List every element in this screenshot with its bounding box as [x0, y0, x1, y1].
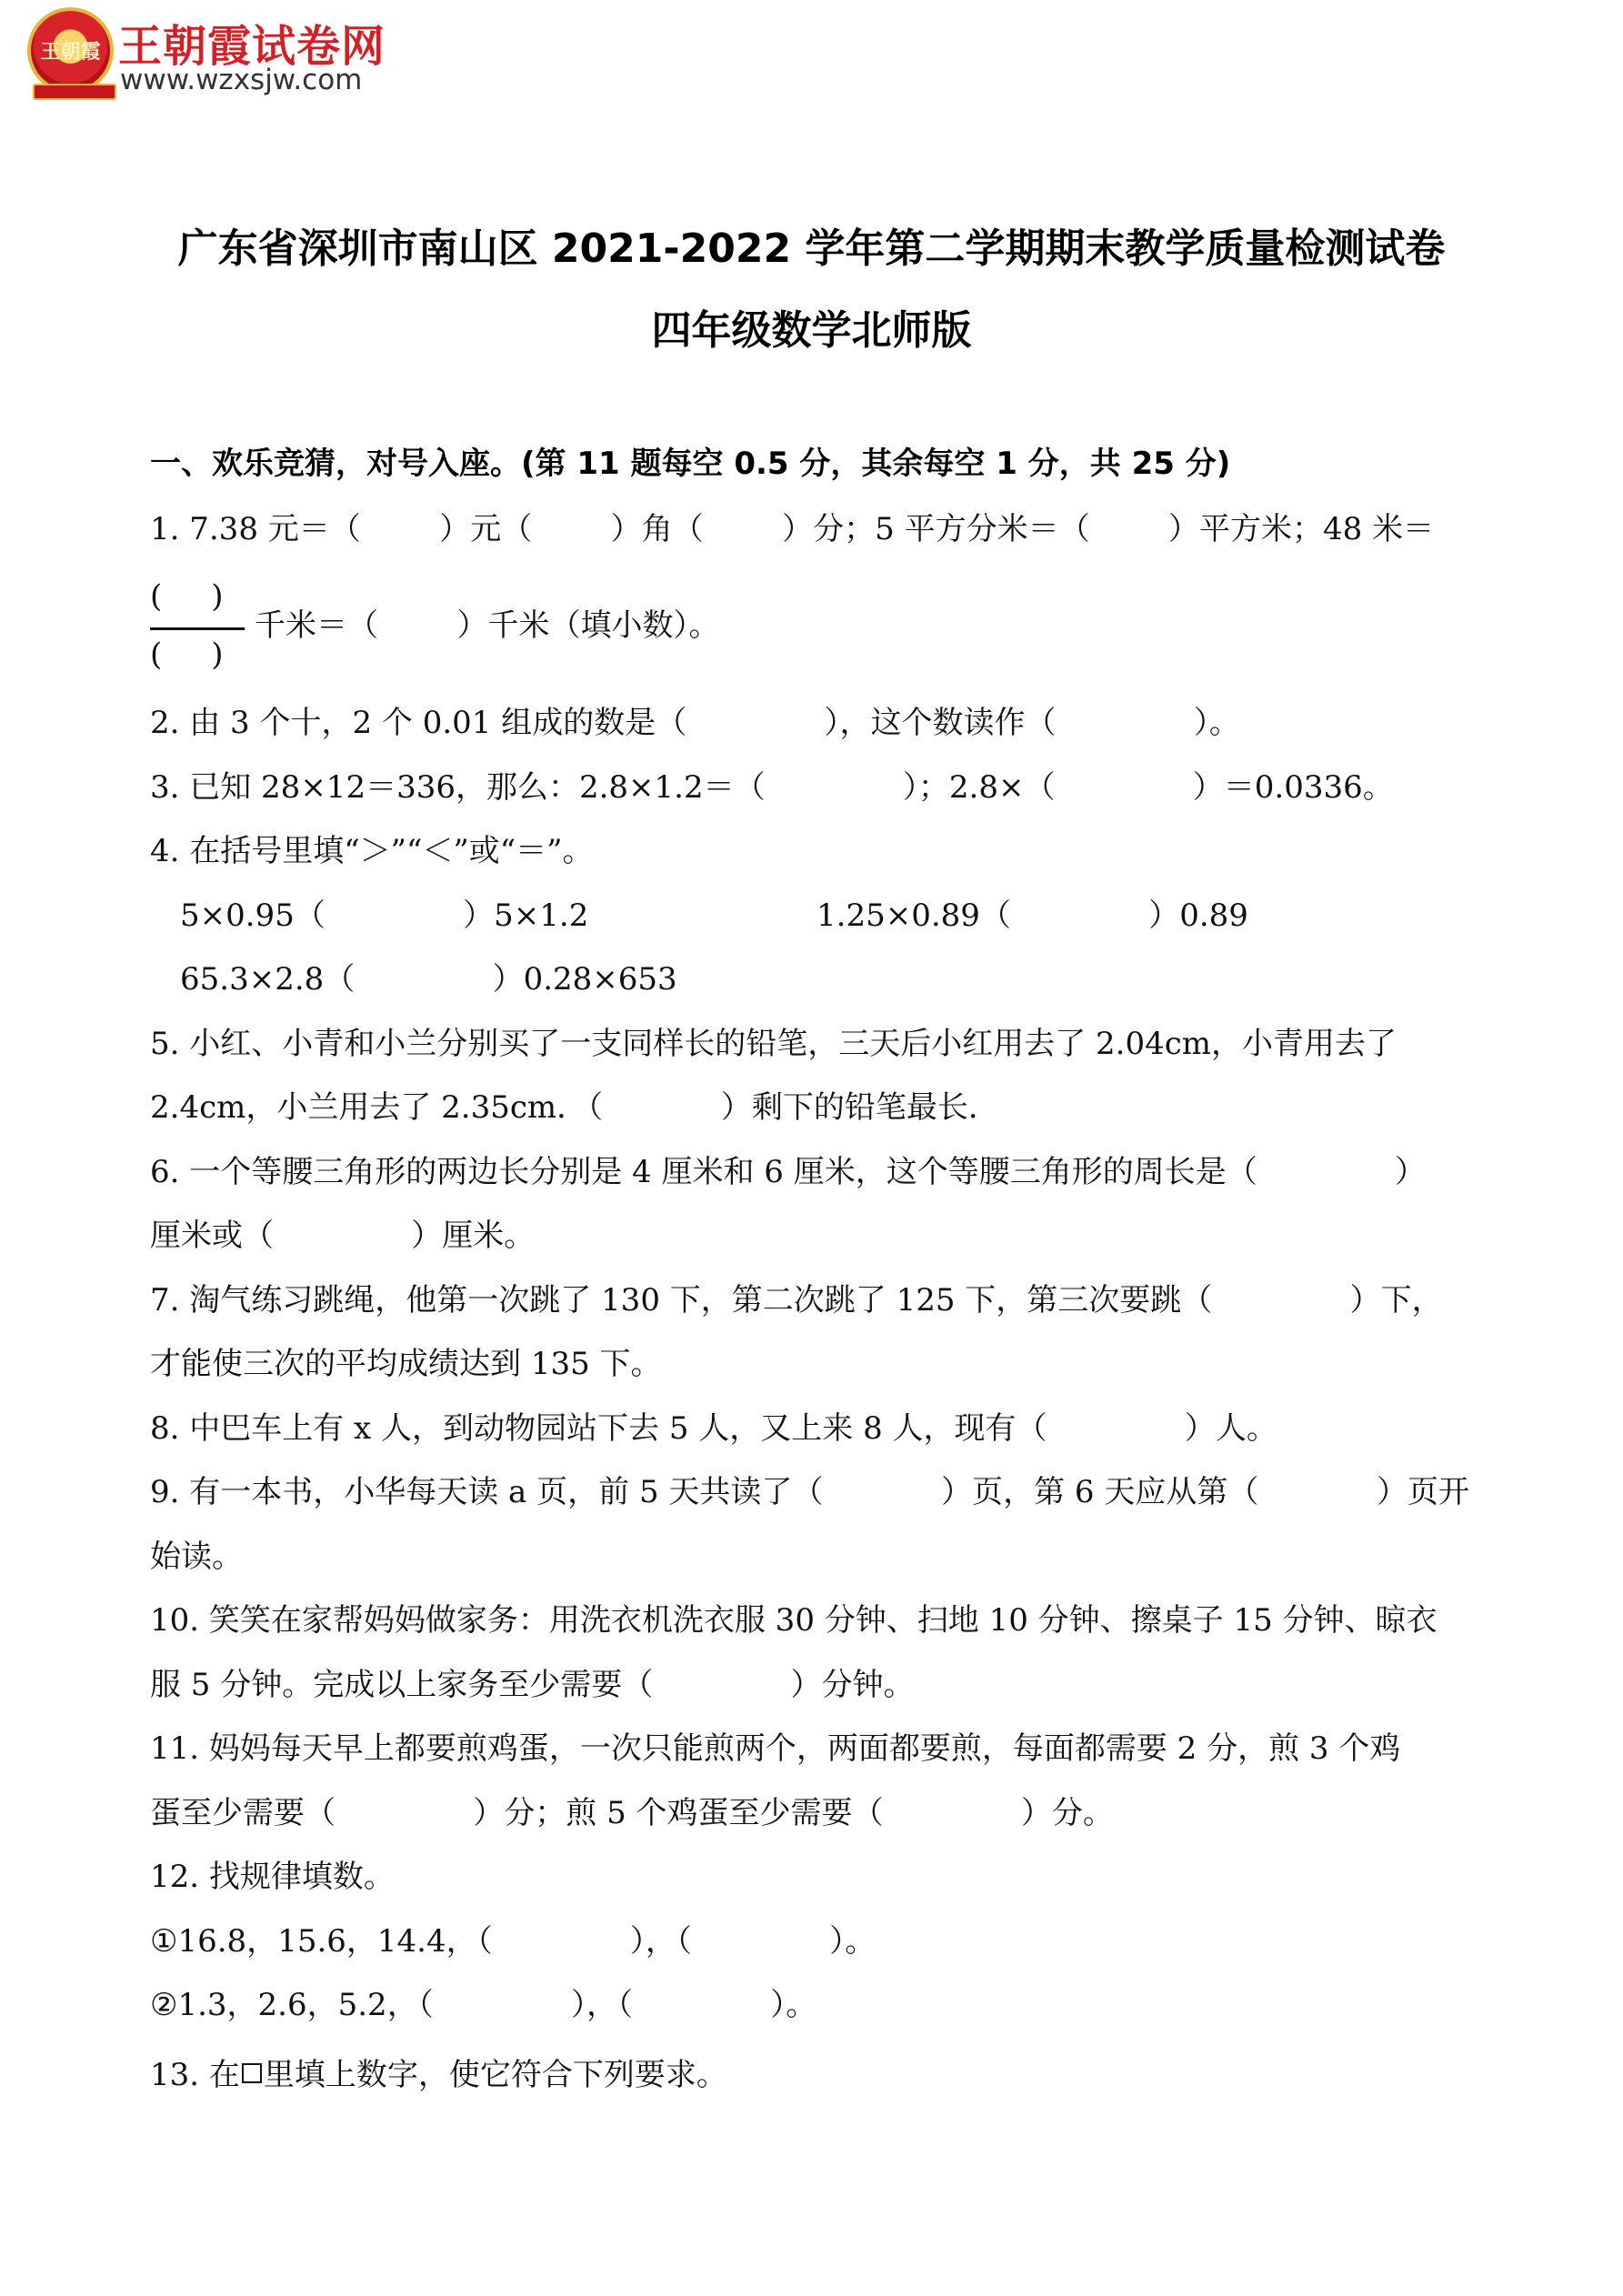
q13-text-a: 13. 在	[150, 2057, 240, 2093]
q6-line1: 6. 一个等腰三角形的两边长分别是 4 厘米和 6 厘米，这个等腰三角形的周长是（ ）	[150, 1154, 1427, 1190]
q4-compare-c: 65.3×2.8（ ）0.28×653	[180, 961, 677, 998]
q1-line1: 1. 7.38 元＝（ ）元（ ）角（ ）分；5 平方分米＝（ ）平方米；48 米＝	[150, 511, 1435, 547]
brand-name: 王朝霞试卷网	[118, 21, 386, 72]
exam-title: 广东省深圳市南山区 2021-2022 学年第二学期期末教学质量检测试卷	[177, 226, 1446, 272]
fraction-bar	[150, 627, 245, 630]
q12: 12. 找规律填数。	[150, 1859, 395, 1895]
q7-line2: 才能使三次的平均成绩达到 135 下。	[150, 1346, 662, 1382]
exam-subtitle: 四年级数学北师版	[651, 307, 972, 354]
q2: 2. 由 3 个十，2 个 0.01 组成的数是（ ），这个数读作（ ）。	[150, 705, 1240, 741]
q9-line2: 始读。	[150, 1539, 243, 1575]
q13	[150, 2057, 727, 2093]
fraction-numerator: ( )	[150, 578, 224, 615]
q4: 4. 在括号里填“＞”“＜”或“＝”。	[150, 833, 594, 869]
q10-line2: 服 5 分钟。完成以上家务至少需要（ ）分钟。	[150, 1667, 915, 1703]
emblem-logo	[27, 7, 114, 94]
fraction-denominator: ( )	[150, 637, 224, 673]
q12-sequence-2: ②1.3，2.6，5.2，（ ），（ ）。	[150, 1987, 817, 2023]
q4-compare-a: 5×0.95（ ）5×1.2	[180, 897, 589, 934]
digit-box-icon	[242, 2063, 262, 2083]
q5-line2: 2.4cm，小兰用去了 2.35cm．（ ）剩下的铅笔最长．	[150, 1089, 999, 1126]
q5-line1: 5. 小红、小青和小兰分别买了一支同样长的铅笔，三天后小红用去了 2.04cm，小青用去了	[150, 1026, 1398, 1062]
emblem-ribbon	[33, 84, 116, 100]
q10-line1: 10. 笑笑在家帮妈妈做家务：用洗衣机洗衣服 30 分钟、扫地 10 分钟、擦桌子 15 分钟、晾衣	[150, 1602, 1438, 1639]
q8: 8. 中巴车上有 x 人，到动物园站下去 5 人，又上来 8 人，现有（ ）人。	[150, 1410, 1277, 1447]
q4-compare-b: 1.25×0.89（ ）0.89	[817, 897, 1248, 934]
site-logo	[27, 7, 409, 103]
q11-line1: 11. 妈妈每天早上都要煎鸡蛋，一次只能煎两个，两面都要煎，每面都需要 2 分，煎 3 个鸡	[150, 1730, 1401, 1767]
q7-line1: 7. 淘气练习跳绳，他第一次跳了 130 下，第二次跳了 125 下，第三次要跳（ ）下，	[150, 1282, 1443, 1318]
q11-line2: 蛋至少需要（ ）分；煎 5 个鸡蛋至少需要（ ）分。	[150, 1795, 1114, 1831]
q6-line2: 厘米或（ ）厘米。	[150, 1218, 536, 1254]
q9-line1: 9. 有一本书，小华每天读 a 页，前 5 天共读了（ ）页，第 6 天应从第（ ）页开	[150, 1474, 1470, 1510]
brand-url: www.wzxsjw.com	[120, 64, 363, 96]
emblem-text: 王朝霞	[40, 41, 101, 64]
q3: 3. 已知 28×12＝336，那么：2.8×1.2＝（ ）；2.8×（ ）＝0.0336。	[150, 769, 1394, 806]
q1-line2: 千米＝（ ）千米（填小数）。	[255, 607, 720, 644]
q12-sequence-1: ①16.8，15.6，14.4，（ ），（ ）。	[150, 1923, 877, 1960]
q1-fraction	[150, 578, 250, 678]
q13-text-b: 里填上数字，使它符合下列要求。	[263, 2057, 727, 2093]
section-1-heading: 一、欢乐竞猜，对号入座。(第 11 题每空 0.5 分，其余每空 1 分，共 25 分)	[150, 446, 1231, 482]
